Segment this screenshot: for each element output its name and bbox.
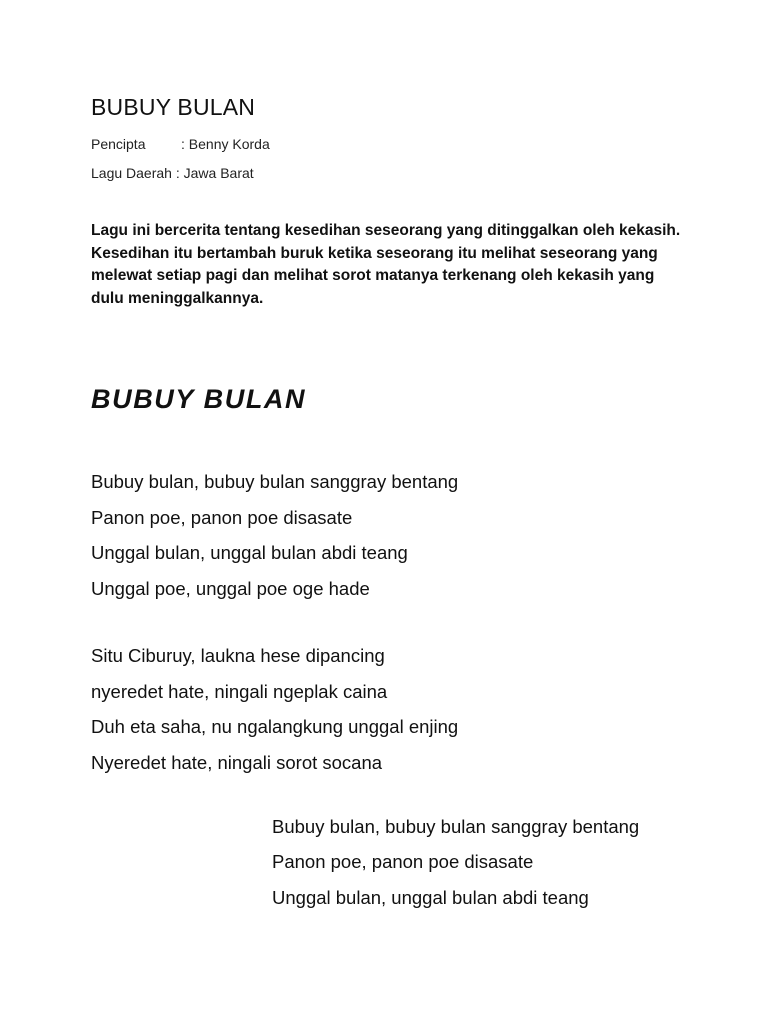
- pencipta-row: [91, 136, 270, 152]
- lyric-line: Bubuy bulan, bubuy bulan sanggray bentang: [91, 471, 459, 492]
- lyric-line: Panon poe, panon poe disasate: [272, 851, 534, 872]
- song-title: BUBUY BULAN: [91, 384, 307, 414]
- lyric-line: Bubuy bulan, bubuy bulan sanggray bentang: [272, 816, 640, 837]
- lagu-daerah-row: [91, 165, 254, 181]
- pencipta-label: Pencipta: [91, 136, 146, 152]
- lyric-line: Unggal bulan, unggal bulan abdi teang: [91, 542, 408, 563]
- lyric-line: Unggal bulan, unggal bulan abdi teang: [272, 887, 589, 908]
- song-description: Lagu ini bercerita tentang kesedihan seseorang yang ditinggalkan oleh kekasih. Kesedihan itu bertambah buruk ketika seseorang itu melihat seseorang yang melewat setiap pagi dan melihat sorot matanya terkenang oleh kekasih yang dulu meninggalkannya.: [91, 222, 681, 307]
- lyric-line: Nyeredet hate, ningali sorot socana: [91, 752, 383, 773]
- lyric-line: nyeredet hate, ningali ngeplak caina: [91, 681, 388, 702]
- lyric-line: Duh eta saha, nu ngalangkung unggal enjing: [91, 716, 459, 737]
- pencipta-value: : Benny Korda: [181, 136, 270, 152]
- document-title: BUBUY BULAN: [91, 94, 256, 120]
- lyric-line: Panon poe, panon poe disasate: [91, 507, 353, 528]
- lagu-daerah-text: Lagu Daerah : Jawa Barat: [91, 165, 254, 181]
- lyric-line: Unggal poe, unggal poe oge hade: [91, 578, 370, 599]
- lyric-line: Situ Ciburuy, laukna hese dipancing: [91, 645, 385, 666]
